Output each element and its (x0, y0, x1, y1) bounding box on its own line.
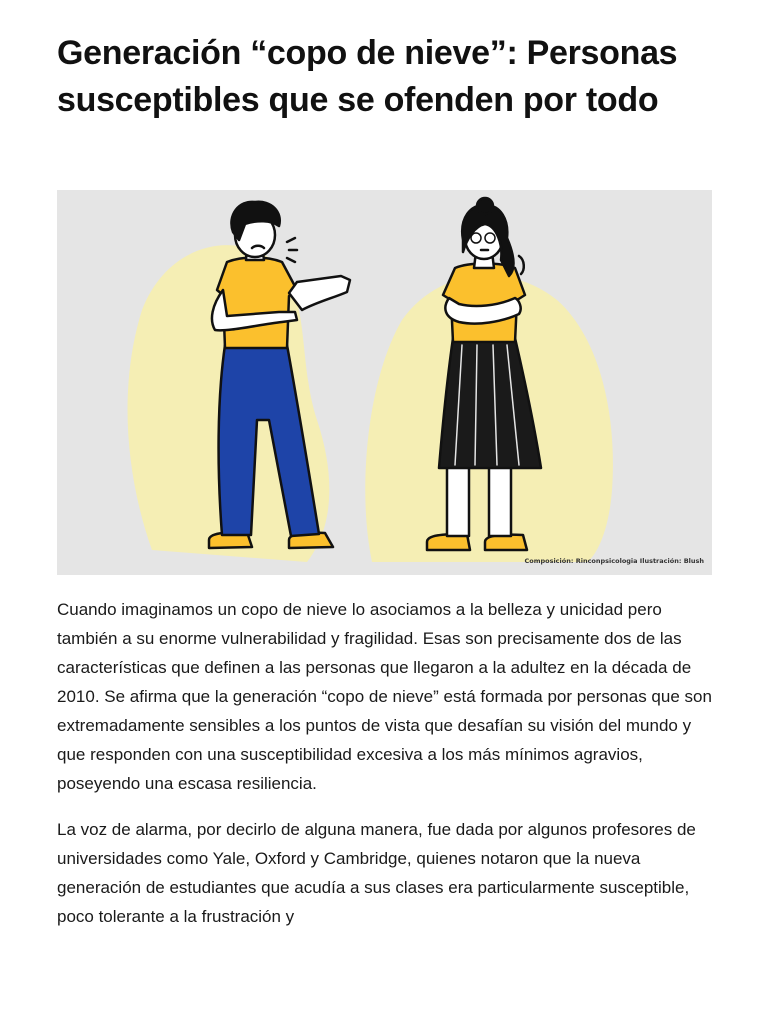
image-credit: Composición: Rinconpsicologia Ilustración: Blush (524, 557, 704, 565)
man-anger-lines (287, 238, 297, 262)
illustration-svg (57, 190, 712, 575)
woman-leg-left (447, 460, 469, 536)
man-arm-raised (289, 276, 350, 310)
woman-hair-bun (477, 198, 493, 214)
paragraph-1: Cuando imaginamos un copo de nieve lo asociamos a la belleza y unicidad pero también a su enorme vulnerabilidad y fragilidad. Esas son precisamente dos de las características que definen a las personas que llegaron a la adultez en la década de 2010. Se afirma que la generación “copo de nieve” está formada por personas que son extremadamente sensibles a los puntos de vista que desafían su visión del mundo y que responden con una susceptibilidad excesiva a los más mínimos agravios, poseyendo una escasa resiliencia. (57, 600, 712, 793)
paragraph-2: La voz de alarma, por decirlo de alguna manera, fue dada por algunos profesores de universidades como Yale, Oxford y Cambridge, quienes notaron que la nueva generación de estudiantes que acudía a sus clases era particularmente susceptible, poco tolerante a la frustración y (57, 820, 696, 926)
man-shirt (217, 258, 297, 349)
woman-leg-right (489, 460, 511, 536)
woman-stress-line (519, 256, 524, 274)
article-illustration (57, 190, 712, 575)
article-body (57, 595, 712, 948)
article-title: Generación “copo de nieve”: Personas susceptibles que se ofenden por todo (57, 34, 678, 119)
